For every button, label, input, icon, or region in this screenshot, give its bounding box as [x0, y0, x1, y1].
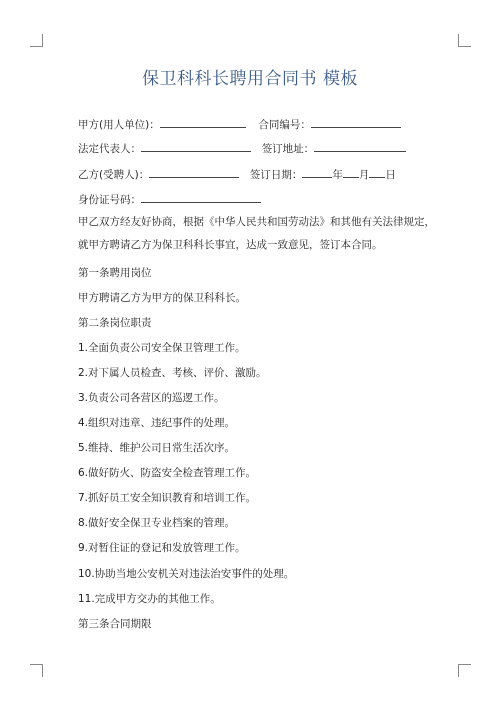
party-b-row	[78, 166, 396, 182]
day-label: 日	[385, 169, 396, 181]
crop-mark-bottom-left	[30, 664, 43, 677]
duty-item: 1.全面负责公司安全保卫管理工作。	[78, 342, 246, 354]
document-title: 保卫科科长聘用合同书 模板	[142, 69, 358, 89]
party-a-row	[78, 116, 401, 132]
id-no-blank[interactable]	[141, 191, 261, 203]
month-blank[interactable]	[343, 166, 359, 178]
duty-item: 11.完成甲方交办的其他工作。	[78, 593, 221, 605]
legal-rep-label: 法定代表人：	[78, 143, 141, 155]
section-1-heading: 第一条聘用岗位	[78, 267, 152, 279]
sign-place-blank[interactable]	[314, 140, 406, 152]
duty-item: 8.做好安全保卫专业档案的管理。	[78, 517, 236, 529]
sign-date-label: 签订日期：	[249, 169, 303, 181]
duty-item: 4.组织对违章、违纪事件的处理。	[78, 417, 236, 429]
month-label: 月	[358, 169, 370, 181]
crop-mark-top-left	[30, 34, 43, 47]
party-a-label: 甲方(用人单位)：	[78, 119, 160, 131]
sign-place-label: 签订地址：	[261, 143, 315, 155]
party-b-blank[interactable]	[149, 166, 239, 178]
year-label: 年	[332, 169, 343, 181]
id-no-label: 身份证号码：	[78, 194, 141, 206]
contract-no-blank[interactable]	[311, 116, 401, 128]
legal-rep-blank[interactable]	[141, 140, 251, 152]
legal-rep-row	[78, 140, 406, 156]
duty-item: 9.对暂住证的登记和发放管理工作。	[78, 542, 246, 554]
id-no-row	[78, 191, 261, 207]
party-b-label: 乙方(受聘人)：	[78, 169, 150, 181]
contract-no-label: 合同编号：	[258, 119, 311, 131]
duty-item: 7.抓好员工安全知识教育和培训工作。	[78, 492, 257, 504]
duty-item: 3.负责公司各营区的巡逻工作。	[78, 392, 225, 404]
section-3-heading: 第三条合同期限	[78, 618, 152, 630]
day-blank[interactable]	[369, 166, 385, 178]
crop-mark-bottom-right	[458, 664, 471, 677]
intro-paragraph: 甲乙双方经友好协商，根据《中华人民共和国劳动法》和其他有关法律规定，就甲方聘请乙方为保卫科科长事宜，达成一致意见，签订本合同。	[78, 216, 435, 251]
duty-item: 2.对下属人员检查、考核、评价、激励。	[78, 367, 267, 379]
section-1-text: 甲方聘请乙方为甲方的保卫科科长。	[78, 292, 246, 304]
duty-item: 6.做好防火、防盗安全检查管理工作。	[78, 467, 257, 479]
party-a-blank[interactable]	[160, 116, 246, 128]
year-blank[interactable]	[302, 166, 332, 178]
section-2-heading: 第二条岗位职责	[78, 317, 152, 329]
duty-item: 10.协助当地公安机关对违法治安事件的处理。	[78, 568, 295, 580]
crop-mark-top-right	[458, 34, 471, 47]
duty-item: 5.维持、维护公司日常生活次序。	[78, 442, 236, 454]
